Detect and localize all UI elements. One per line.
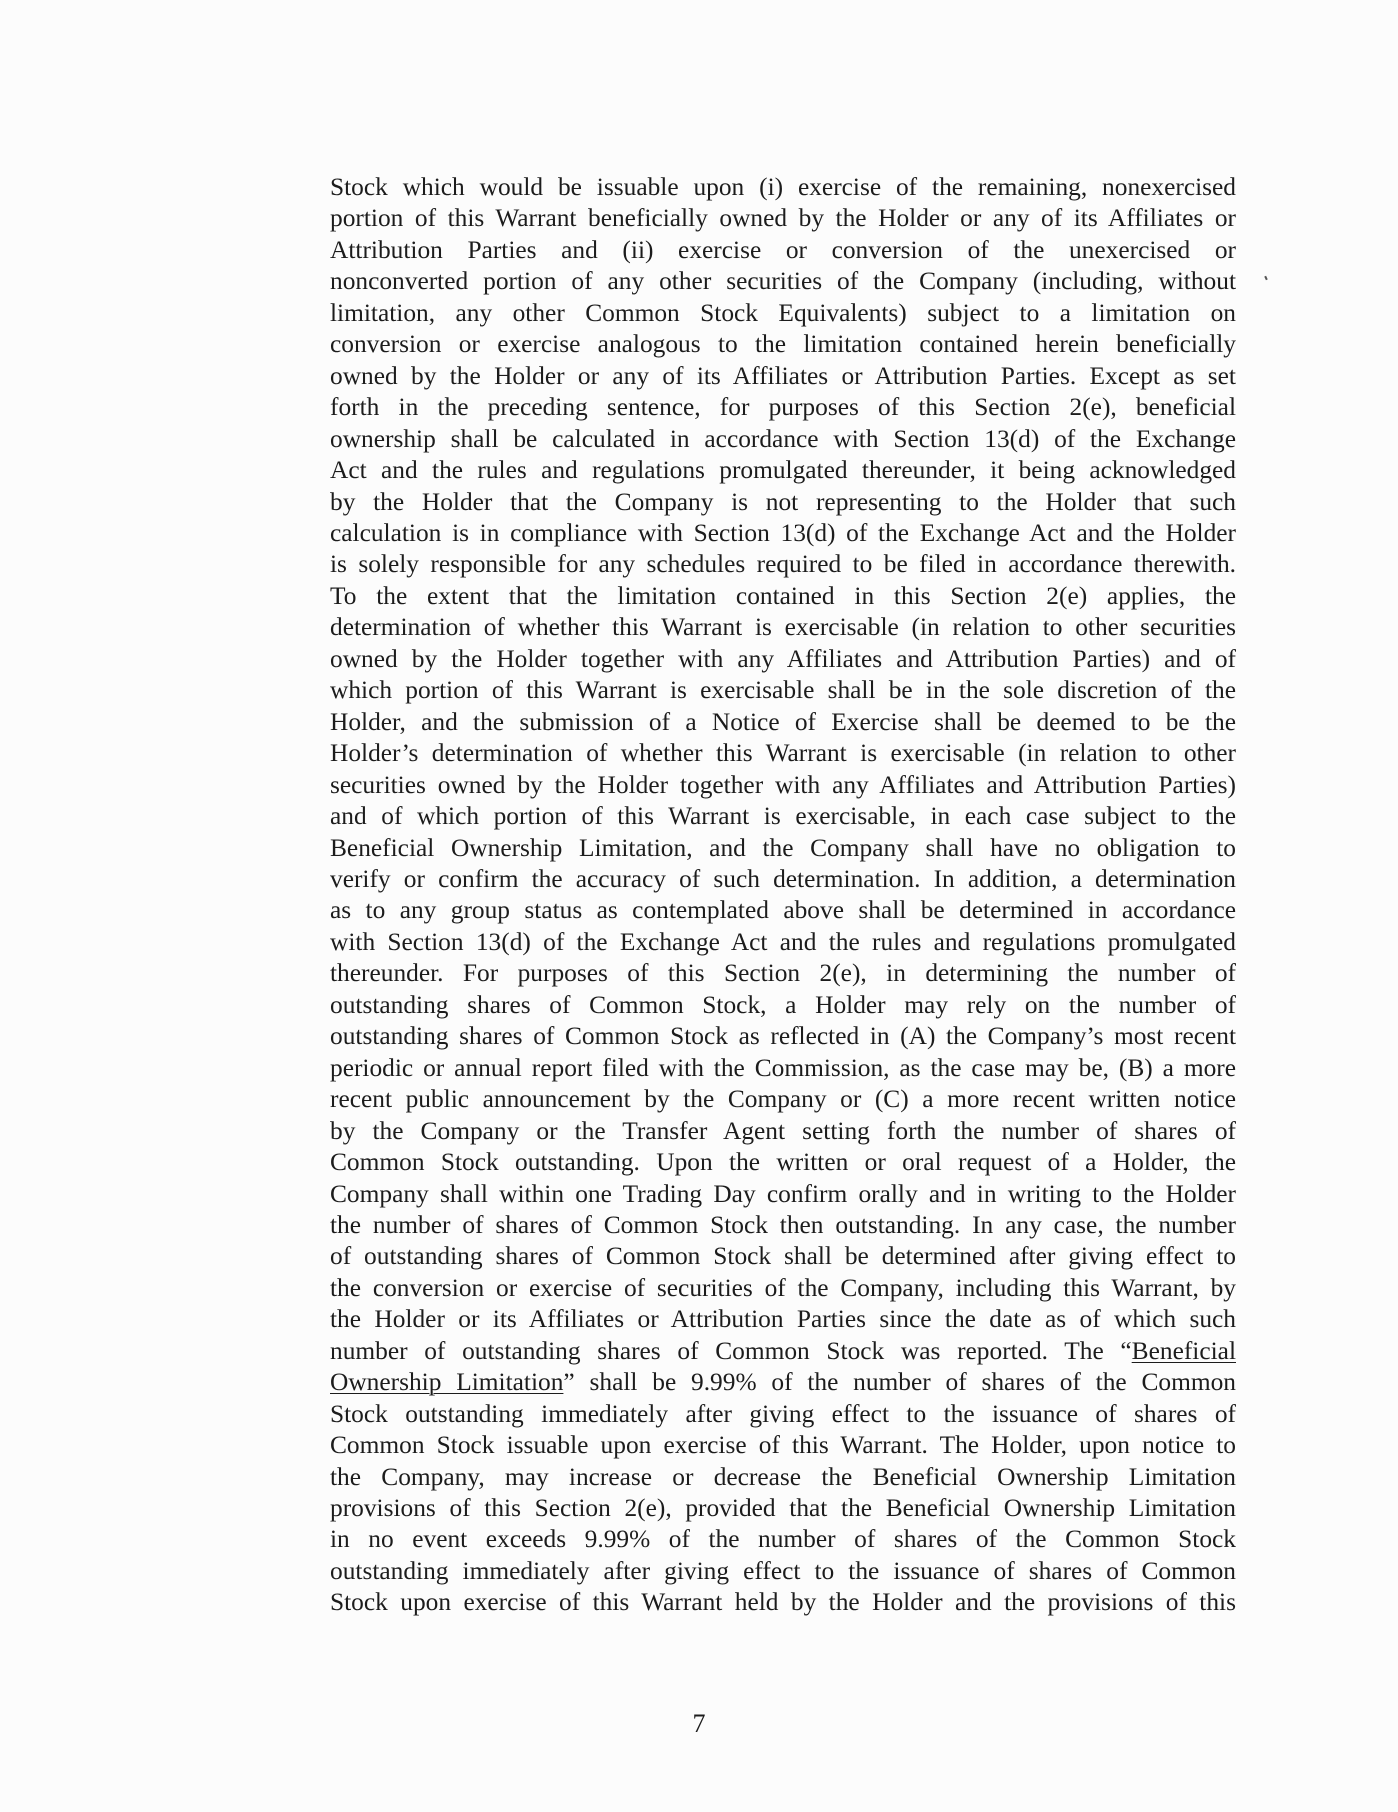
- text-line: ownership shall be calculated in accordance with Section 13(d) of the Exchange: [330, 424, 1236, 453]
- text-line: calculation is in compliance with Section 13(d) of the Exchange Act and the Holder: [330, 518, 1236, 547]
- text-line: Common Stock outstanding. Upon the written or oral request of a Holder, the: [330, 1148, 1236, 1177]
- text-line: by the Company or the Transfer Agent setting forth the number of shares of: [330, 1116, 1236, 1145]
- text-line: Attribution Parties and (ii) exercise or conversion of the unexercised or: [330, 235, 1236, 264]
- text-line: owned by the Holder together with any Affiliates and Attribution Parties) and of: [330, 644, 1236, 673]
- page-number: 7: [692, 1709, 706, 1738]
- text-line: determination of whether this Warrant is exercisable (in relation to other securities: [330, 613, 1236, 642]
- text-line: as to any group status as contemplated above shall be determined in accordance: [330, 896, 1236, 925]
- scan-speck: [1264, 276, 1268, 280]
- text-line: with Section 13(d) of the Exchange Act and the rules and regulations promulgated: [330, 927, 1236, 956]
- text-line: Act and the rules and regulations promulgated thereunder, it being acknowledged: [330, 456, 1236, 485]
- defined-term-underlined: Ownership Limitation: [330, 1368, 564, 1397]
- text-line: the Holder or its Affiliates or Attribution Parties since the date as of which such: [330, 1305, 1236, 1334]
- text-line: recent public announcement by the Company or (C) a more recent written notice: [330, 1085, 1236, 1114]
- body-text: [330, 172, 1236, 1619]
- text-line: Beneficial Ownership Limitation, and the Company shall have no obligation to: [330, 833, 1236, 862]
- text-fragment: number of outstanding shares of Common Stock was reported. The “: [330, 1336, 1132, 1365]
- text-line: which portion of this Warrant is exercisable shall be in the sole discretion of the: [330, 676, 1236, 705]
- text-line: To the extent that the limitation contained in this Section 2(e) applies, the: [330, 581, 1236, 610]
- text-line-defined-term-end: [330, 1367, 1236, 1398]
- text-line: the number of shares of Common Stock then outstanding. In any case, the number: [330, 1210, 1236, 1239]
- text-line: securities owned by the Holder together with any Affiliates and Attribution Parties): [330, 770, 1236, 799]
- text-line: thereunder. For purposes of this Section 2(e), in determining the number of: [330, 959, 1236, 988]
- text-line: is solely responsible for any schedules required to be filed in accordance therewith.: [330, 550, 1236, 579]
- text-line: Holder’s determination of whether this Warrant is exercisable (in relation to other: [330, 739, 1236, 768]
- text-line: Stock which would be issuable upon (i) exercise of the remaining, nonexercised: [330, 173, 1236, 201]
- text-line: Stock upon exercise of this Warrant held by the Holder and the provisions of this: [330, 1588, 1236, 1617]
- text-line: of outstanding shares of Common Stock shall be determined after giving effect to: [330, 1242, 1236, 1271]
- text-line: nonconverted portion of any other securities of the Company (including, without: [330, 267, 1236, 296]
- text-line: Company shall within one Trading Day confirm orally and in writing to the Holder: [330, 1179, 1236, 1208]
- text-line: limitation, any other Common Stock Equivalents) subject to a limitation on: [330, 298, 1236, 327]
- text-line: by the Holder that the Company is not representing to the Holder that such: [330, 487, 1236, 516]
- text-line: Common Stock issuable upon exercise of this Warrant. The Holder, upon notice to: [330, 1431, 1236, 1460]
- text-line: forth in the preceding sentence, for purposes of this Section 2(e), beneficial: [330, 393, 1236, 422]
- text-line: conversion or exercise analogous to the limitation contained herein beneficially: [330, 330, 1236, 359]
- text-line: outstanding shares of Common Stock as reflected in (A) the Company’s most recent: [330, 1022, 1236, 1051]
- text-line: outstanding immediately after giving effect to the issuance of shares of Common: [330, 1556, 1236, 1585]
- text-line: the Company, may increase or decrease the Beneficial Ownership Limitation: [330, 1462, 1236, 1491]
- text-line: provisions of this Section 2(e), provided that the Beneficial Ownership Limitation: [330, 1494, 1236, 1523]
- text-line: periodic or annual report filed with the Commission, as the case may be, (B) a more: [330, 1053, 1236, 1082]
- text-fragment: ” shall be 9.99% of the number of shares of the Common: [563, 1368, 1236, 1397]
- text-line: verify or confirm the accuracy of such determination. In addition, a determination: [330, 864, 1236, 893]
- text-line: and of which portion of this Warrant is exercisable, in each case subject to the: [330, 802, 1236, 831]
- text-line: outstanding shares of Common Stock, a Holder may rely on the number of: [330, 990, 1236, 1019]
- text-line: Stock outstanding immediately after giving effect to the issuance of shares of: [330, 1399, 1236, 1428]
- text-line: Holder, and the submission of a Notice of Exercise shall be deemed to be the: [330, 707, 1236, 736]
- text-line-defined-term-start: [330, 1336, 1236, 1367]
- text-line: portion of this Warrant beneficially owned by the Holder or any of its Affiliates or: [330, 204, 1236, 233]
- text-line: the conversion or exercise of securities of the Company, including this Warrant, by: [330, 1273, 1236, 1302]
- text-line: owned by the Holder or any of its Affiliates or Attribution Parties. Except as set: [330, 361, 1236, 390]
- text-line: in no event exceeds 9.99% of the number of shares of the Common Stock: [330, 1525, 1236, 1554]
- defined-term-underlined: Beneficial: [1131, 1336, 1236, 1365]
